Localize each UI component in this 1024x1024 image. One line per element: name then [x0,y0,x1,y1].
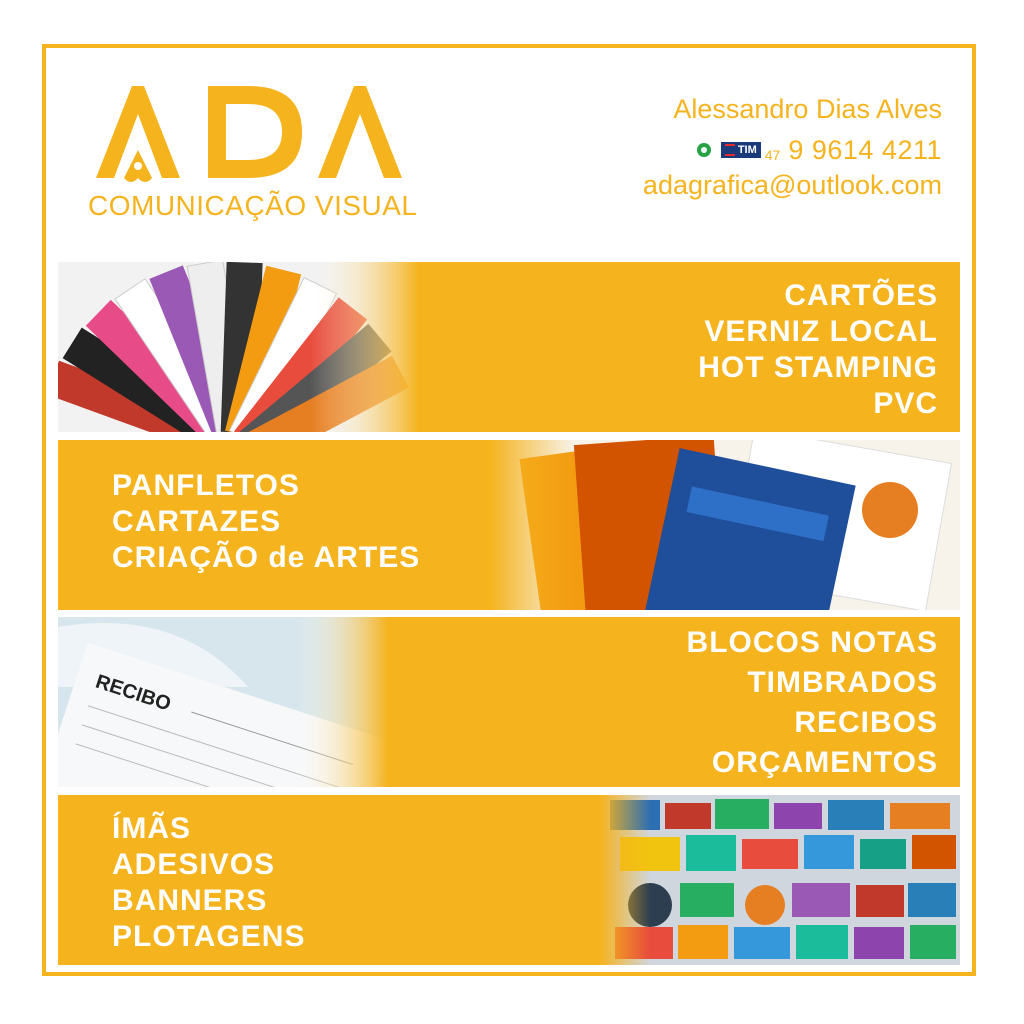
ada-logo [88,78,418,228]
service-line: CRIAÇÃO de ARTES [112,541,421,574]
service-line: VERNIZ LOCAL [704,315,938,348]
service-line: BANNERS [112,884,268,917]
whatsapp-icon [697,143,711,157]
service-band-flyers [58,440,960,610]
band-2-services [112,468,420,576]
contact-block [643,92,942,202]
phone-number[interactable]: 9 9614 4211 [788,134,942,165]
band-3-services [687,623,938,783]
flyers-image [490,440,960,610]
area-code: 47 [764,147,781,163]
service-band-signage [58,795,960,965]
service-line: BLOCOS NOTAS [686,626,938,659]
service-line: ÍMÃS [112,812,191,845]
contact-name: Alessandro Dias Alves [673,94,942,124]
service-band-cards [58,262,960,432]
service-line: RECIBOS [794,706,938,739]
stickers-collage-image [600,795,960,965]
service-line: PANFLETOS [112,469,300,502]
logo-subtitle: COMUNICAÇÃO VISUAL [88,190,418,221]
service-line: ADESIVOS [112,848,276,881]
phone-row [643,132,942,168]
service-line: CARTAZES [112,505,282,538]
band-1-services [698,278,938,422]
service-line: CARTÕES [784,279,938,312]
service-line: ORÇAMENTOS [711,746,938,779]
tim-carrier-icon: TIM [721,142,761,158]
service-line: PLOTAGENS [112,920,306,953]
business-cards-image [58,262,418,432]
receipt-image [58,617,388,787]
service-line: PVC [873,387,938,420]
service-line: TIMBRADOS [747,666,938,699]
service-band-stationery [58,617,960,787]
band-4-services [112,811,305,955]
email-address[interactable]: adagrafica@outlook.com [642,170,942,200]
service-line: HOT STAMPING [698,351,938,384]
